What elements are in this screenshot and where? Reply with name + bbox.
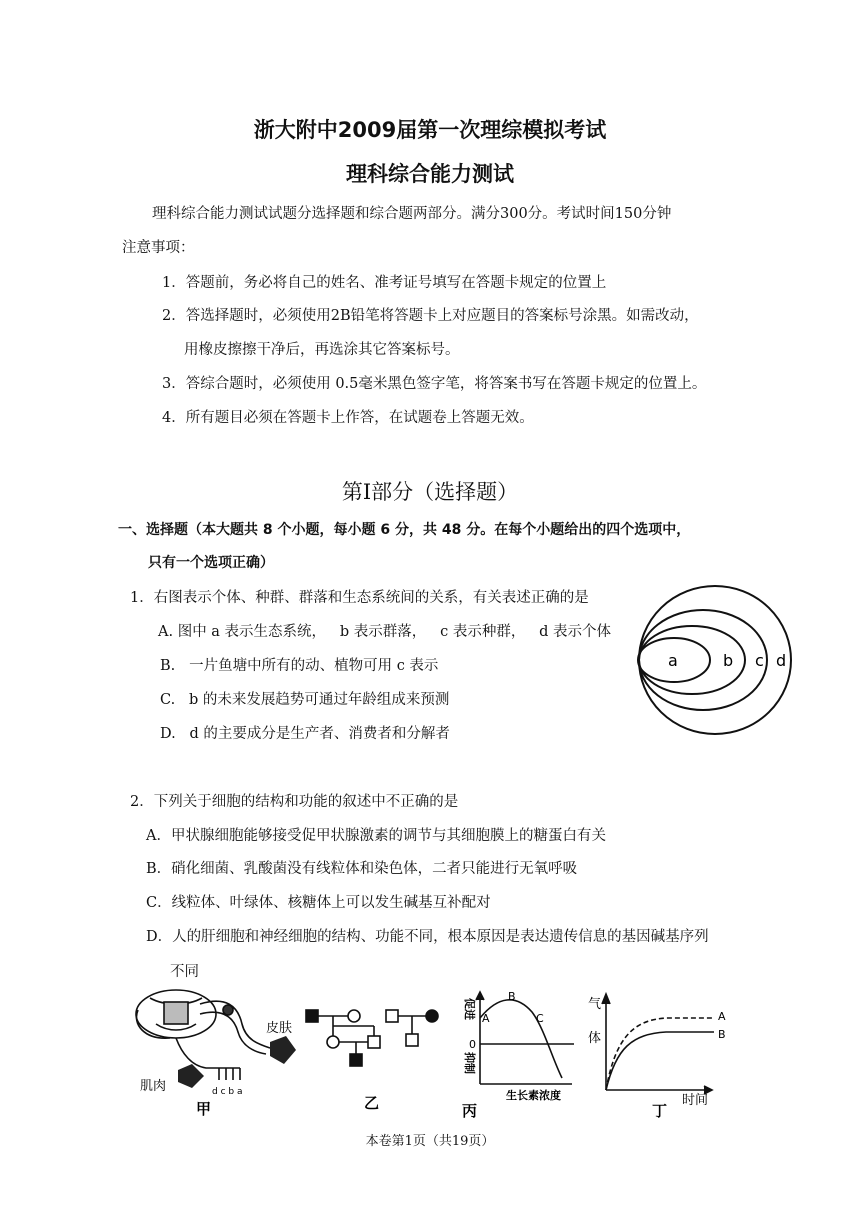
pedigree-figure: [300, 1004, 450, 1116]
figure-caption-yi: 乙: [364, 1094, 380, 1112]
exam-subtitle: 理科综合能力测试: [346, 162, 514, 186]
ecosystem-nested-ellipses-figure: [636, 582, 796, 740]
notice-item: 3．答综合题时，必须使用 0.5毫米黑色签字笔，将答案书写在答题卡规定的位置上。: [162, 376, 707, 392]
ylabel-inhibit: 抑制: [463, 1052, 476, 1074]
page-footer: 本卷第1页（共19页）: [365, 1134, 495, 1149]
question-2-option-a: A．甲状腺细胞能够接受促甲状腺激素的调节与其细胞膜上的糖蛋白有关: [146, 828, 606, 844]
point-b: B: [508, 990, 516, 1003]
figure-caption-ding: 丁: [652, 1102, 668, 1120]
point-a: A: [482, 1012, 490, 1025]
part-heading-cont: 只有一个选项正确）: [148, 555, 274, 571]
notice-item: 1．答题前，务必将自己的姓名、准考证号填写在答题卡规定的位置上: [162, 275, 607, 291]
notice-item: 2．答选择题时，必须使用2B铅笔将答题卡上对应题目的答案标号涂黑。如需改动，: [162, 308, 699, 324]
question-2-option-c: C．线粒体、叶绿体、核糖体上可以发生碱基互补配对: [146, 895, 491, 911]
male-normal-2: [386, 1010, 398, 1022]
ylabel-ti: 体: [588, 1031, 602, 1046]
question-2-option-d: D．人的肝细胞和神经细胞的结构、功能不同，根本原因是表达遗传信息的基因碱基序列: [146, 929, 709, 945]
child-female-normal: [327, 1036, 339, 1048]
grandchild-male-affected: [350, 1054, 362, 1066]
reflex-arc-figure: [130, 984, 302, 1122]
point-c: C: [536, 1012, 544, 1025]
question-1-option-b: B. 一片鱼塘中所有的动、植物可用 c 表示: [160, 658, 439, 674]
exam-title: 浙大附中2009届第一次理综模拟考试: [253, 118, 607, 142]
label-d: d: [776, 651, 787, 670]
notice-item: 用橡皮擦擦干净后，再选涂其它答案标号。: [184, 342, 460, 358]
zero-label: 0: [469, 1038, 476, 1051]
question-1-option-d: D. d 的主要成分是生产者、消费者和分解者: [160, 726, 450, 742]
ylabel-promote: 促进: [463, 998, 476, 1020]
female-normal: [348, 1010, 360, 1022]
label-a: a: [668, 651, 678, 670]
xlabel-time: 时间: [682, 1093, 709, 1108]
notice-heading: 注意事项：: [122, 240, 195, 256]
ylabel-qi: 气: [588, 997, 602, 1012]
label-c: c: [755, 651, 764, 670]
figure-caption-bing: 丙: [462, 1102, 478, 1120]
child-male-normal: [368, 1036, 380, 1048]
question-2-option-b: B．硝化细菌、乳酸菌没有线粒体和染色体，二者只能进行无氧呼吸: [146, 861, 578, 877]
notice-item: 4．所有题目必须在答题卡上作答，在试题卷上答题无效。: [162, 410, 534, 426]
ellipse-d: [639, 586, 791, 734]
curve-a-label: A: [718, 1010, 726, 1023]
male-affected: [306, 1010, 318, 1022]
ellipse-c: [639, 610, 767, 710]
female-affected: [426, 1010, 438, 1022]
question-2-stem: 2．下列关于细胞的结构和功能的叙述中不正确的是: [130, 794, 459, 810]
question-1-stem: 1．右图表示个体、种群、群落和生态系统间的关系，有关表述正确的是: [130, 590, 589, 606]
auxin-curve-figure: [452, 988, 582, 1120]
gas-curve-figure: [586, 990, 736, 1120]
part-heading: 一、选择题（本大题共 8 个小题，每小题 6 分，共 48 分。在每个小题给出的四个选项中，: [118, 522, 691, 538]
child-male-2: [406, 1034, 418, 1046]
muscle-label: 肌肉: [140, 1079, 167, 1094]
question-2-option-d-cont: 不同: [170, 964, 199, 980]
section-title: 第Ⅰ部分（选择题）: [341, 480, 519, 504]
xlabel: 生长素浓度: [506, 1089, 561, 1102]
label-b: b: [723, 651, 734, 670]
question-1-option-a: A. 图中 a 表示生态系统， b 表示群落， c 表示种群， d 表示个体: [158, 624, 612, 640]
skin-label: 皮肤: [266, 1021, 293, 1036]
figure-caption-jia: 甲: [196, 1100, 212, 1118]
question-1-option-c: C. b 的未来发展趋势可通过年龄组成来预测: [160, 692, 450, 708]
curve-b-label: B: [718, 1028, 726, 1041]
intro-text: 理科综合能力测试试题分选择题和综合题两部分。满分300分。考试时间150分钟: [152, 206, 672, 222]
nerve-letters: d c b a: [212, 1087, 243, 1097]
